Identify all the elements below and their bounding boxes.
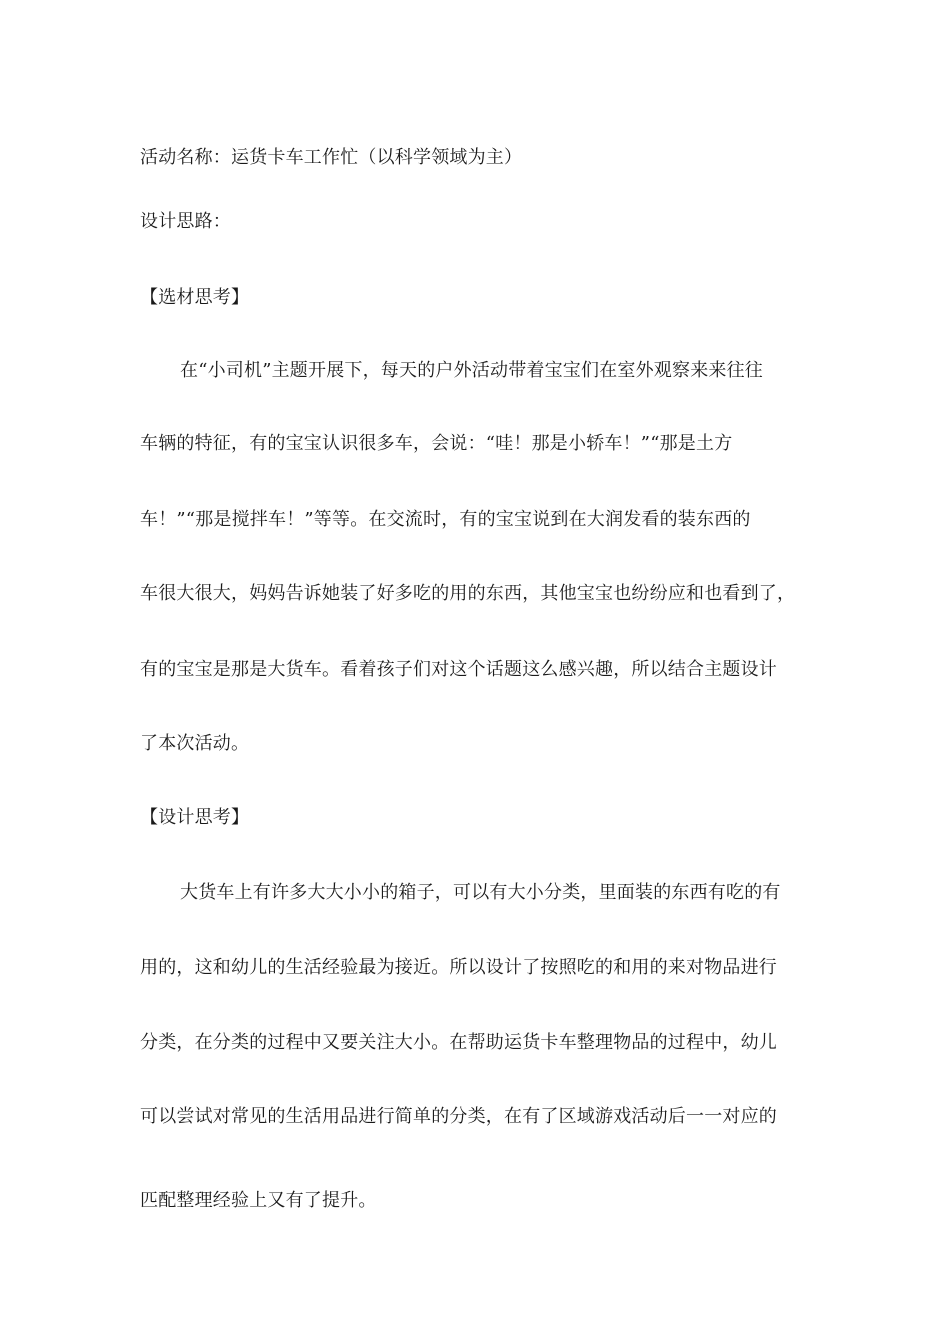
- paragraph-line: 在“小司机”主题开展下，每天的户外活动带着宝宝们在室外观察来来往往: [180, 360, 764, 381]
- paragraph-line: 车！”“那是搅拌车！”等等。在交流时，有的宝宝说到在大润发看的装东西的: [140, 509, 751, 530]
- paragraph-line: 有的宝宝是那是大货车。看着孩子们对这个话题这么感兴趣，所以结合主题设计: [140, 659, 777, 680]
- paragraph-line: 车很大很大，妈妈告诉她装了好多吃的用的东西，其他宝宝也纷纷应和也看到了，: [140, 583, 796, 604]
- paragraph-line: 车辆的特征，有的宝宝认识很多车，会说：“哇！那是小轿车！”“那是土方: [140, 433, 733, 454]
- paragraph-line: 匹配整理经验上又有了提升。: [140, 1190, 377, 1211]
- paragraph-line: 了本次活动。: [140, 733, 250, 754]
- paragraph-line: 可以尝试对常见的生活用品进行简单的分类，在有了区域游戏活动后一一对应的: [140, 1106, 777, 1127]
- paragraph-line: 用的，这和幼儿的生活经验最为接近。所以设计了按照吃的和用的来对物品进行: [140, 957, 777, 978]
- activity-name: 活动名称：运货卡车工作忙（以科学领域为主）: [140, 147, 523, 168]
- design-idea-heading: 设计思路：: [140, 211, 231, 232]
- section-heading-material: 【选材思考】: [140, 287, 250, 308]
- section-heading-design: 【设计思考】: [140, 807, 250, 828]
- paragraph-line: 分类，在分类的过程中又要关注大小。在帮助运货卡车整理物品的过程中，幼儿: [140, 1032, 777, 1053]
- paragraph-line: 大货车上有许多大大小小的箱子，可以有大小分类，里面装的东西有吃的有: [180, 882, 781, 903]
